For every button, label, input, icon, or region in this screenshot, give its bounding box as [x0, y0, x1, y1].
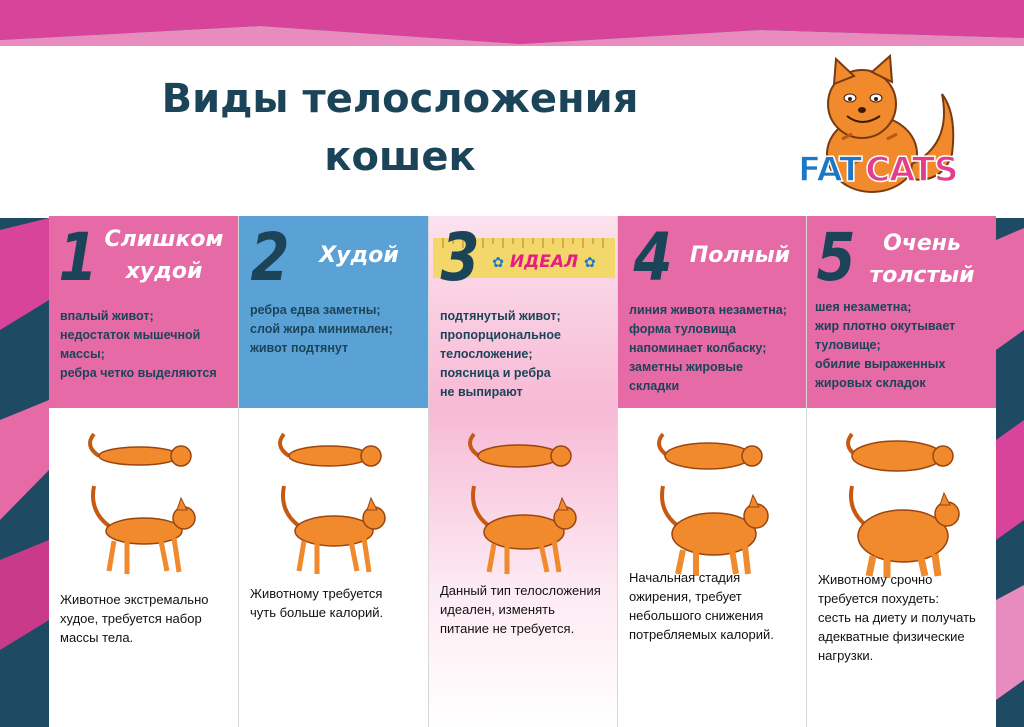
description-line: впалый живот; [60, 309, 154, 323]
flower-icon: ✿ [584, 255, 596, 271]
category-description [60, 307, 240, 383]
heading-line: Слишком [104, 227, 224, 252]
description-line: недостаток мышечной [60, 328, 201, 342]
note-line: Животное экстремально [60, 592, 209, 607]
ideal-cat-illustration [459, 426, 594, 591]
heading-line: ИДЕАЛ [509, 252, 579, 272]
description-line: жир плотно окутывает [815, 319, 956, 333]
note-line: массы тела. [60, 630, 134, 645]
description-line: массы; [60, 347, 105, 361]
category-heading [680, 240, 800, 272]
category-description [629, 301, 809, 396]
description-line: туловище; [815, 338, 881, 352]
description-line: ребра четко выделяются [60, 366, 217, 380]
heading-line: толстый [869, 263, 975, 288]
description-line: напоминает колбаску; [629, 341, 767, 355]
fat-cats-logo [798, 150, 1003, 190]
category-heading [299, 240, 419, 272]
category-header [618, 216, 806, 408]
category-header [429, 216, 617, 408]
note-line: худое, требуется набор [60, 611, 202, 626]
heading-line: Полный [689, 243, 791, 268]
note-line: требуется похудеть: [818, 591, 939, 606]
category-column-3 [429, 216, 618, 727]
description-line: обилие выраженных [815, 357, 946, 371]
description-line: жировых складок [815, 376, 926, 390]
note-line: чуть больше калорий. [250, 605, 384, 620]
category-column-4 [618, 216, 807, 727]
category-column-2 [239, 216, 429, 727]
description-line: складки [629, 379, 680, 393]
note-line: ожирения, требует [629, 589, 742, 604]
note-line: сесть на диету и получать [818, 610, 976, 625]
obese-cat-illustration [837, 426, 972, 591]
heading-line: Худой [319, 243, 399, 268]
description-line: подтянутый живот; [440, 309, 561, 323]
note-line: Начальная стадия [629, 570, 741, 585]
category-body [618, 408, 806, 727]
note-line: Животному требуется [250, 586, 383, 601]
description-line: линия живота незаметна; [629, 303, 787, 317]
note-line: нагрузки. [818, 648, 874, 663]
category-body [49, 408, 238, 727]
category-column-1 [49, 216, 239, 727]
title-line-2: кошек [324, 134, 476, 180]
category-heading [852, 228, 992, 292]
logo-word-cats: CATS [865, 150, 958, 190]
category-description [440, 307, 620, 402]
category-note [440, 581, 618, 638]
note-line: небольшого снижения [629, 608, 764, 623]
category-body [239, 408, 428, 727]
category-body [429, 408, 617, 727]
lean-cat-illustration [269, 426, 404, 591]
category-header [49, 216, 238, 408]
category-body [807, 408, 996, 727]
note-line: питание не требуется. [440, 621, 575, 636]
description-line: слой жира минимален; [250, 322, 393, 336]
page-title [105, 70, 695, 186]
category-number: 3 [440, 219, 480, 296]
note-line: потребляемых калорий. [629, 627, 774, 642]
description-line: ребра едва заметны; [250, 303, 381, 317]
title-line-1: Виды телосложения [161, 76, 639, 122]
note-line: адекватные физические [818, 629, 965, 644]
overweight-cat-illustration [648, 426, 783, 591]
category-number: 2 [250, 219, 290, 296]
thin-cat-illustration [79, 426, 214, 591]
flower-icon: ✿ [492, 255, 504, 271]
note-line: Данный тип телосложения [440, 583, 601, 598]
logo-word-fat: FAT [798, 150, 862, 190]
heading-line: худой [125, 259, 203, 284]
category-description [815, 298, 995, 393]
category-note [250, 584, 428, 622]
category-number: 1 [58, 219, 98, 296]
category-header [239, 216, 428, 408]
heading-line: Очень [883, 231, 961, 256]
description-line: телосложение; [440, 347, 533, 361]
category-column-5 [807, 216, 996, 727]
category-header [807, 216, 996, 408]
category-heading [89, 224, 239, 288]
category-heading [479, 246, 609, 279]
category-note [60, 590, 238, 647]
note-line: Животному срочно [818, 572, 933, 587]
category-note [629, 568, 807, 644]
note-line: идеален, изменять [440, 602, 555, 617]
description-line: живот подтянут [250, 341, 349, 355]
category-number: 5 [816, 219, 856, 296]
description-line: заметны жировые [629, 360, 743, 374]
description-line: не выпирают [440, 385, 523, 399]
description-line: форма туловища [629, 322, 737, 336]
description-line: шея незаметна; [815, 300, 912, 314]
category-description [250, 301, 430, 358]
description-line: пропорциональное [440, 328, 561, 342]
category-note [818, 570, 996, 665]
body-type-columns [49, 216, 996, 727]
category-number: 4 [633, 219, 673, 296]
description-line: поясница и ребра [440, 366, 551, 380]
